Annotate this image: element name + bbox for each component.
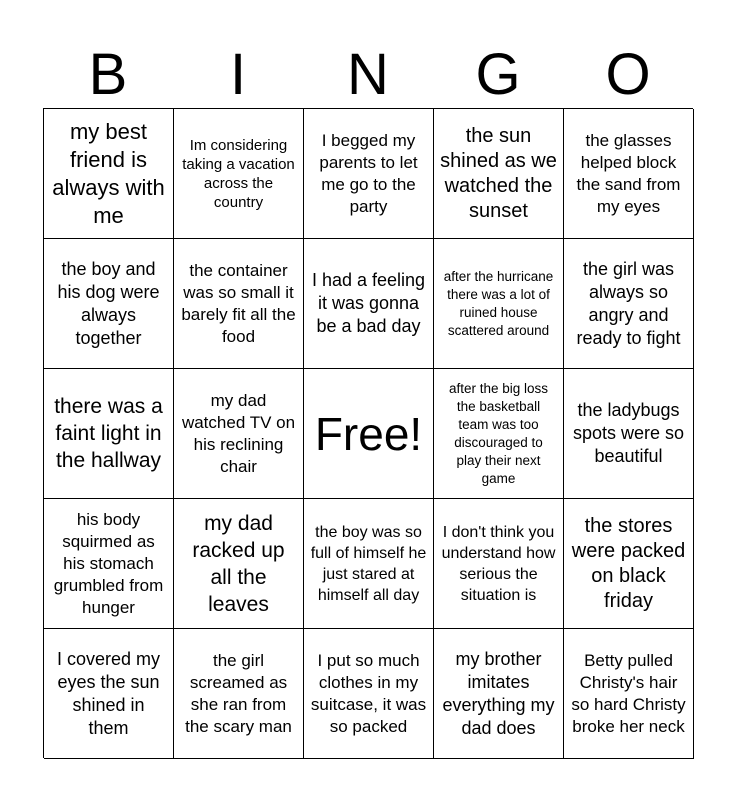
bingo-cell [174, 109, 304, 239]
cell-text: I don't think you understand how serious the situation is [441, 523, 556, 604]
header-letter-g: G [475, 42, 521, 107]
header-letter-o: O [605, 42, 651, 107]
cell-text: the glasses helped block the sand from my eyes [576, 130, 681, 216]
bingo-cell [304, 239, 434, 369]
bingo-cell [564, 109, 694, 239]
bingo-cell [434, 629, 564, 759]
bingo-cell [434, 239, 564, 369]
cell-text: there was a faint light in the hallway [54, 395, 163, 472]
cell-text: my dad watched TV on his reclining chair [181, 390, 296, 476]
bingo-cell [564, 629, 694, 759]
bingo-card [43, 108, 693, 758]
cell-text: I covered my eyes the sun shined in them [56, 648, 161, 738]
bingo-header [43, 42, 693, 108]
cell-text: I had a feeling it was gonna be a bad day [311, 270, 426, 336]
bingo-cell [44, 109, 174, 239]
cell-text: the girl screamed as she ran from the scary man [185, 650, 292, 736]
cell-text: my brother imitates everything my dad does [442, 648, 555, 738]
cell-text: the sun shined as we watched the sunset [440, 124, 557, 222]
cell-text: the container was so small it barely fit all the food [181, 260, 296, 346]
header-letter-n: N [347, 42, 389, 107]
bingo-cell [174, 629, 304, 759]
cell-text: I begged my parents to let me go to the party [319, 130, 418, 216]
bingo-cell [174, 369, 304, 499]
bingo-cell [564, 239, 694, 369]
cell-text: after the hurricane there was a lot of ruined house scattered around [443, 268, 554, 338]
cell-text: the ladybugs spots were so beautiful [572, 400, 685, 466]
cell-text: the stores were packed on black friday [571, 514, 686, 612]
cell-text: Im considering taking a vacation across the country [182, 136, 295, 211]
bingo-cell [304, 629, 434, 759]
cell-text: my best friend is always with me [52, 118, 165, 228]
bingo-cell [44, 239, 174, 369]
cell-text: the boy and his dog were always together [57, 258, 160, 348]
cell-text: the girl was always so angry and ready to fight [576, 258, 681, 348]
bingo-cell [304, 109, 434, 239]
header-letter-b: B [88, 42, 128, 107]
free-space [304, 369, 434, 499]
header-letter-i: I [229, 42, 247, 107]
bingo-cell [44, 629, 174, 759]
bingo-cell [44, 499, 174, 629]
bingo-cell [434, 369, 564, 499]
cell-text: after the big loss the basketball team was too discouraged to play their next game [448, 380, 549, 486]
cell-text: his body squirmed as his stomach grumbled from hunger [53, 509, 164, 617]
bingo-cell [44, 369, 174, 499]
bingo-cell [174, 239, 304, 369]
bingo-cell [564, 499, 694, 629]
bingo-cell [174, 499, 304, 629]
bingo-cell [304, 499, 434, 629]
cell-text: the boy was so full of himself he just stared at himself all day [310, 523, 427, 604]
bingo-cell [434, 499, 564, 629]
bingo-cell [434, 109, 564, 239]
free-space-text: Free! [314, 407, 423, 460]
cell-text: my dad racked up all the leaves [192, 511, 285, 616]
cell-text: Betty pulled Christy's hair so hard Christy broke her neck [571, 650, 686, 736]
bingo-cell [564, 369, 694, 499]
cell-text: I put so much clothes in my suitcase, it was so packed [310, 650, 427, 736]
